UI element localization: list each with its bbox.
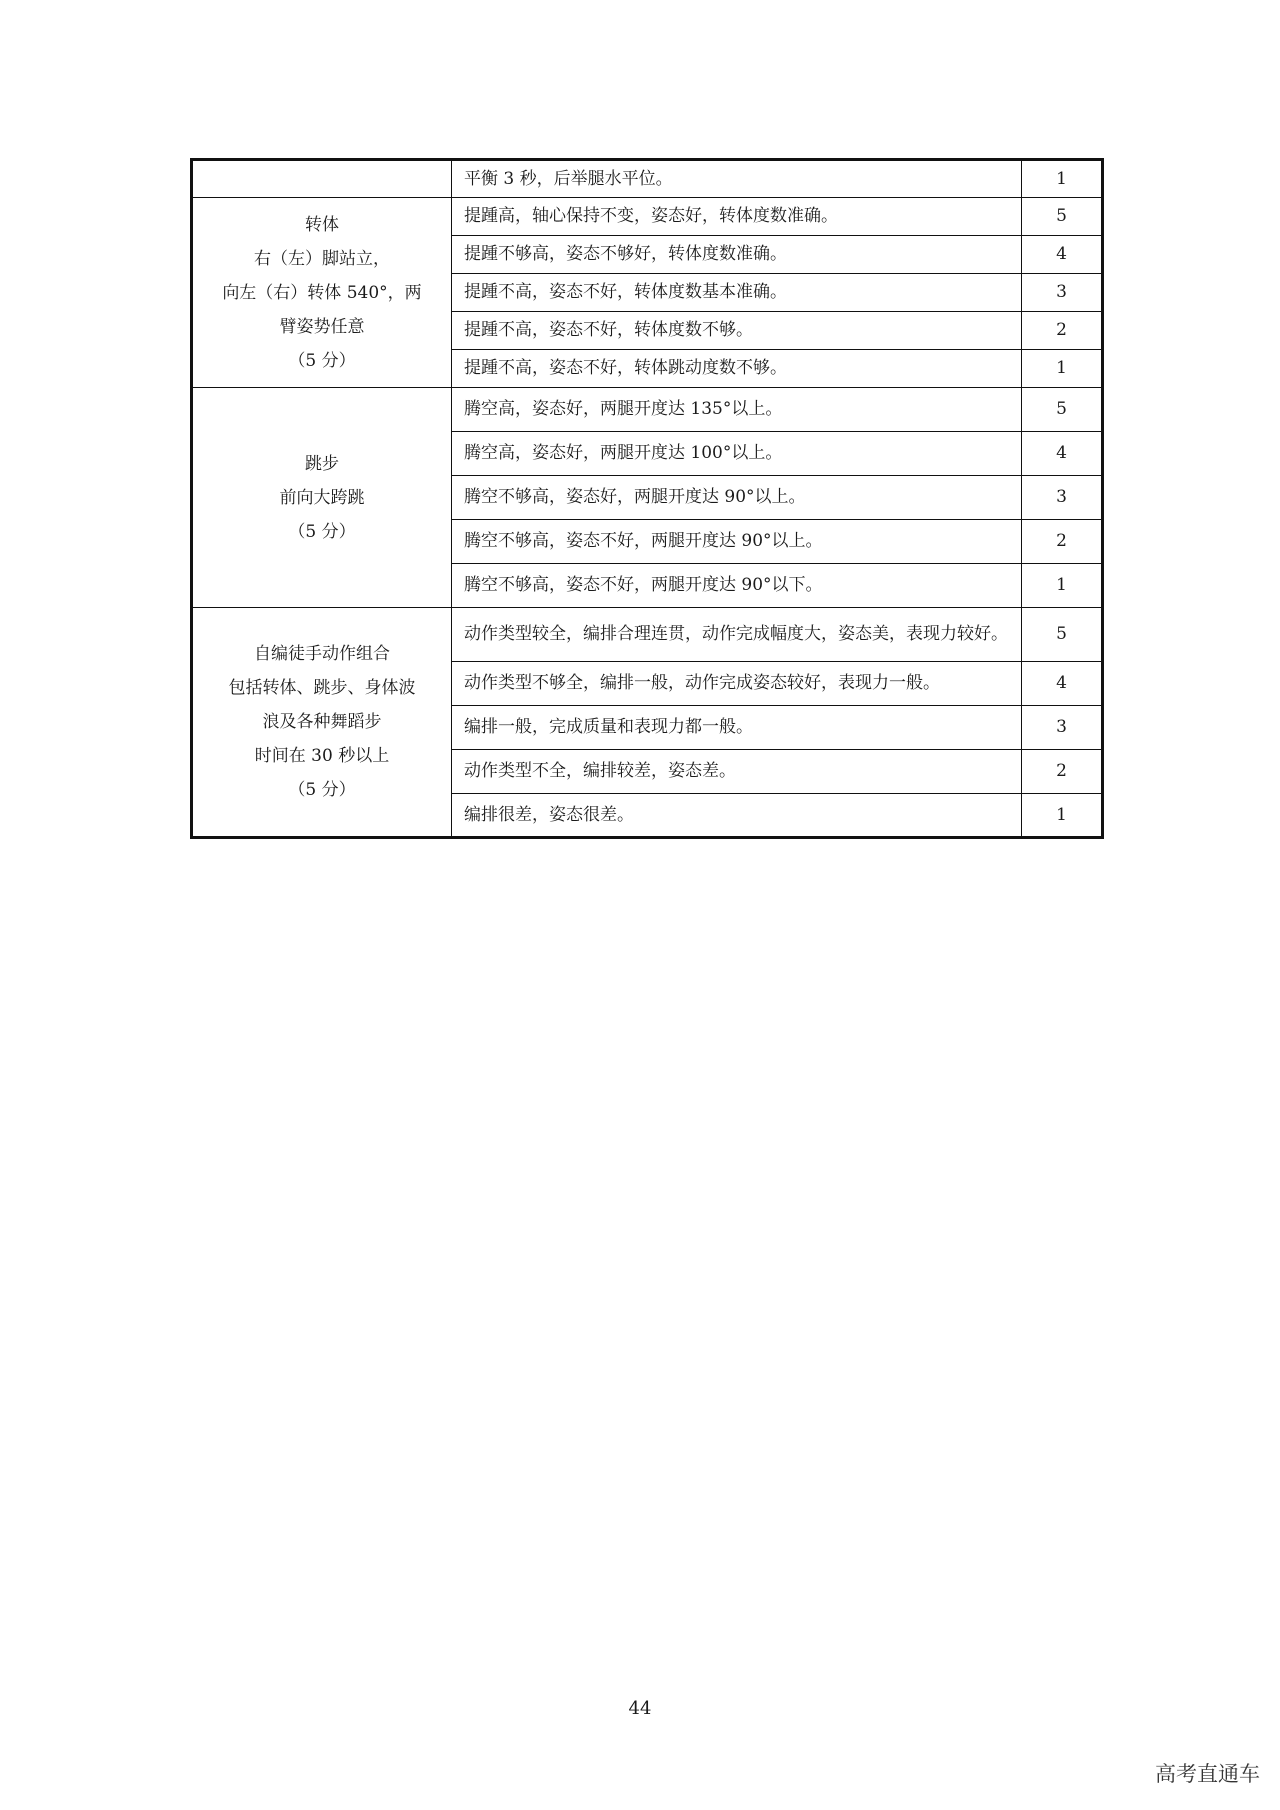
criteria-cell: 腾空不够高，姿态好，两腿开度达 90°以上。 [452, 476, 1022, 520]
score-cell: 1 [1022, 564, 1103, 608]
criteria-cell: 提踵不高，姿态不好，转体度数基本准确。 [452, 274, 1022, 312]
test-item-line: 转体 [305, 214, 339, 235]
table-row [192, 608, 1103, 662]
score-cell: 5 [1022, 388, 1103, 432]
score-cell: 3 [1022, 274, 1103, 312]
criteria-cell: 动作类型不全，编排较差，姿态差。 [452, 750, 1022, 794]
test-item-line: （5 分） [288, 521, 356, 542]
score-cell: 2 [1022, 520, 1103, 564]
criteria-cell: 提踵不高，姿态不好，转体度数不够。 [452, 312, 1022, 350]
score-cell: 1 [1022, 794, 1103, 838]
test-item-line: 前向大跨跳 [279, 487, 365, 508]
page-number: 44 [628, 1698, 652, 1719]
score-cell: 5 [1022, 608, 1103, 662]
test-item-cell [192, 608, 452, 838]
score-cell: 3 [1022, 706, 1103, 750]
criteria-cell: 提踵不够高，姿态不够好，转体度数准确。 [452, 236, 1022, 274]
scoring-table [190, 158, 1104, 839]
test-item-line: （5 分） [288, 350, 356, 371]
test-item-line: 浪及各种舞蹈步 [262, 712, 382, 732]
criteria-cell: 动作类型较全，编排合理连贯，动作完成幅度大，姿态美，表现力较好。 [452, 608, 1022, 662]
score-cell: 1 [1022, 350, 1103, 388]
criteria-cell: 腾空高，姿态好，两腿开度达 135°以上。 [452, 388, 1022, 432]
criteria-cell: 提踵不高，姿态不好，转体跳动度数不够。 [452, 350, 1022, 388]
score-cell: 4 [1022, 432, 1103, 476]
test-item-cell [192, 198, 452, 388]
test-item-line: 跳步 [305, 453, 339, 474]
score-cell: 2 [1022, 312, 1103, 350]
watermark: 高考直通车 [1155, 1762, 1260, 1786]
criteria-cell: 腾空不够高，姿态不好，两腿开度达 90°以下。 [452, 564, 1022, 608]
criteria-cell: 动作类型不够全，编排一般，动作完成姿态较好，表现力一般。 [452, 662, 1022, 706]
test-item-line: 向左（右）转体 540°，两 [222, 282, 422, 303]
test-item-line: 臂姿势任意 [279, 316, 365, 337]
table-row [192, 388, 1103, 432]
criteria-cell: 腾空高，姿态好，两腿开度达 100°以上。 [452, 432, 1022, 476]
test-item-cell [192, 160, 452, 198]
score-cell: 4 [1022, 662, 1103, 706]
table-row [192, 198, 1103, 236]
score-cell: 5 [1022, 198, 1103, 236]
score-cell: 1 [1022, 160, 1103, 198]
test-item-cell [192, 388, 452, 608]
scoring-table-body [192, 160, 1103, 838]
test-item-line: 包括转体、跳步、身体波 [228, 678, 416, 698]
table-row [192, 160, 1103, 198]
test-item-line: （5 分） [288, 780, 356, 800]
score-cell: 4 [1022, 236, 1103, 274]
criteria-cell: 平衡 3 秒，后举腿水平位。 [452, 160, 1022, 198]
test-item-line: 时间在 30 秒以上 [254, 746, 390, 766]
test-item-line: 自编徒手动作组合 [254, 644, 390, 664]
criteria-cell: 编排很差，姿态很差。 [452, 794, 1022, 838]
criteria-cell: 编排一般，完成质量和表现力都一般。 [452, 706, 1022, 750]
criteria-cell: 提踵高，轴心保持不变，姿态好，转体度数准确。 [452, 198, 1022, 236]
score-cell: 2 [1022, 750, 1103, 794]
criteria-cell: 腾空不够高，姿态不好，两腿开度达 90°以上。 [452, 520, 1022, 564]
score-cell: 3 [1022, 476, 1103, 520]
test-item-line: 右（左）脚站立， [254, 248, 390, 269]
